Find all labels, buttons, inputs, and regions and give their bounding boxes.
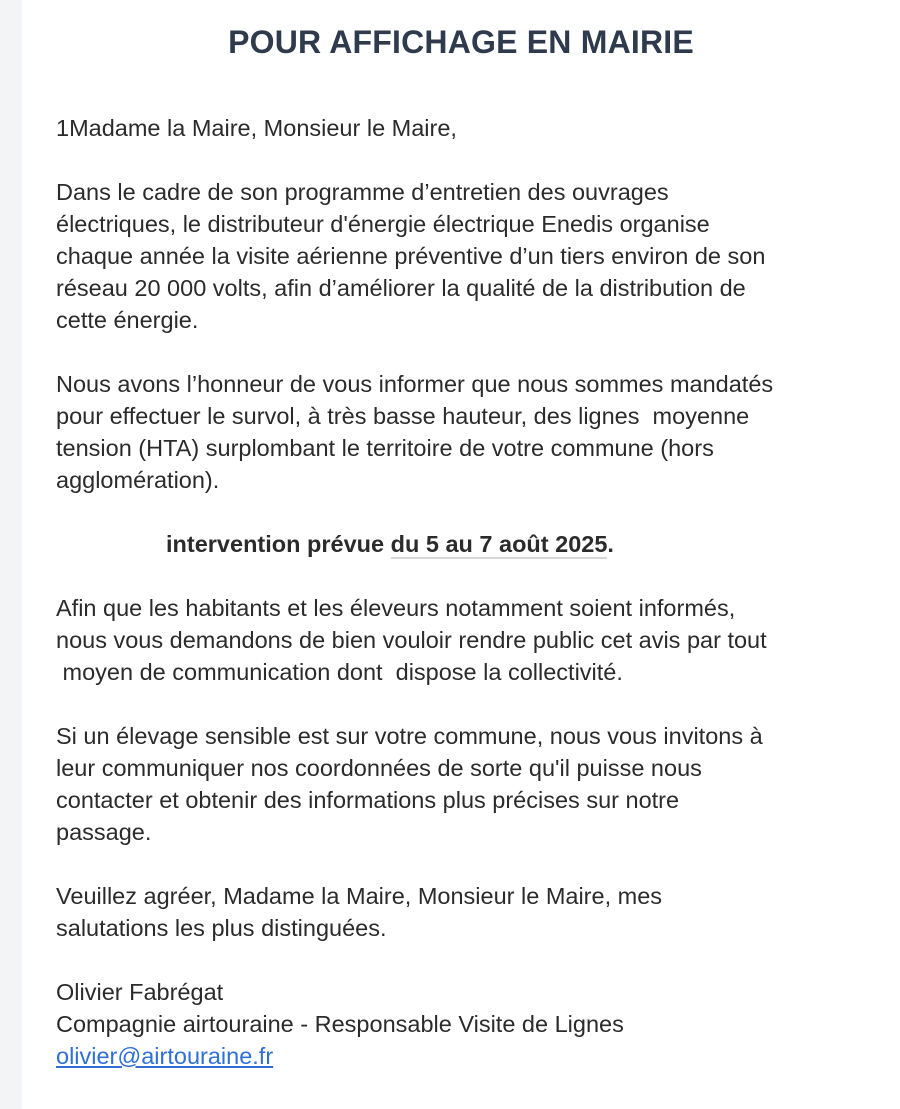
text-line: Si un élevage sensible est sur votre commune, nous vous invitons à [56, 723, 763, 749]
text-line: Veuillez agréer, Madame la Maire, Monsieur le Maire, mes [56, 883, 663, 909]
text-line: Dans le cadre de son programme d’entretien des ouvrages [56, 179, 669, 205]
text-line: Nous avons l’honneur de vous informer que nous sommes mandatés [56, 371, 774, 397]
text-line: Afin que les habitants et les éleveurs notamment soient informés, [56, 595, 736, 621]
text-line: salutations les plus distinguées. [56, 915, 387, 941]
document-title: POUR AFFICHAGE EN MAIRIE [228, 24, 694, 60]
text-line: contacter et obtenir des informations plus précises sur notre [56, 787, 680, 813]
intervention-lead: intervention prévue [166, 531, 391, 557]
signature-company: Compagnie airtouraine - Responsable Visite de Lignes [56, 1011, 624, 1037]
text-line: chaque année la visite aérienne préventive d’un tiers environ de son [56, 243, 766, 269]
signature-name: Olivier Fabrégat [56, 979, 224, 1005]
text-line: passage. [56, 819, 152, 845]
text-line: tension (HTA) surplombant le territoire de votre commune (hors [56, 435, 714, 461]
text-line: pour effectuer le survol, à très basse hauteur, des lignes moyenne [56, 403, 750, 429]
paragraph-maintenance-program [56, 176, 886, 336]
text-line: leur communiquer nos coordonnées de sorte qu'il puisse nous [56, 755, 702, 781]
salutation: 1Madame la Maire, Monsieur le Maire, [56, 115, 457, 141]
intervention-end: . [607, 531, 614, 557]
text-line: nous vous demandons de bien vouloir rendre public cet avis par tout [56, 627, 767, 653]
document-page [22, 0, 900, 1109]
paragraph-public-notice [56, 592, 886, 688]
signature-email-line [56, 1040, 886, 1072]
text-line: moyen de communication dont dispose la collectivité. [56, 659, 623, 685]
letter-body [56, 112, 886, 1072]
paragraph-overflight-notice [56, 368, 886, 496]
intervention-dates [56, 528, 886, 560]
text-line: agglomération). [56, 467, 220, 493]
paragraph-sensitive-livestock [56, 720, 886, 848]
text-line: cette énergie. [56, 307, 199, 333]
signature-email-link[interactable]: olivier@airtouraine.fr [56, 1043, 274, 1069]
text-line: électriques, le distributeur d'énergie électrique Enedis organise [56, 211, 710, 237]
text-line: réseau 20 000 volts, afin d’améliorer la qualité de la distribution de [56, 275, 746, 301]
paragraph-closing [56, 880, 886, 944]
intervention-date-range: du 5 au 7 août 2025 [390, 531, 608, 557]
